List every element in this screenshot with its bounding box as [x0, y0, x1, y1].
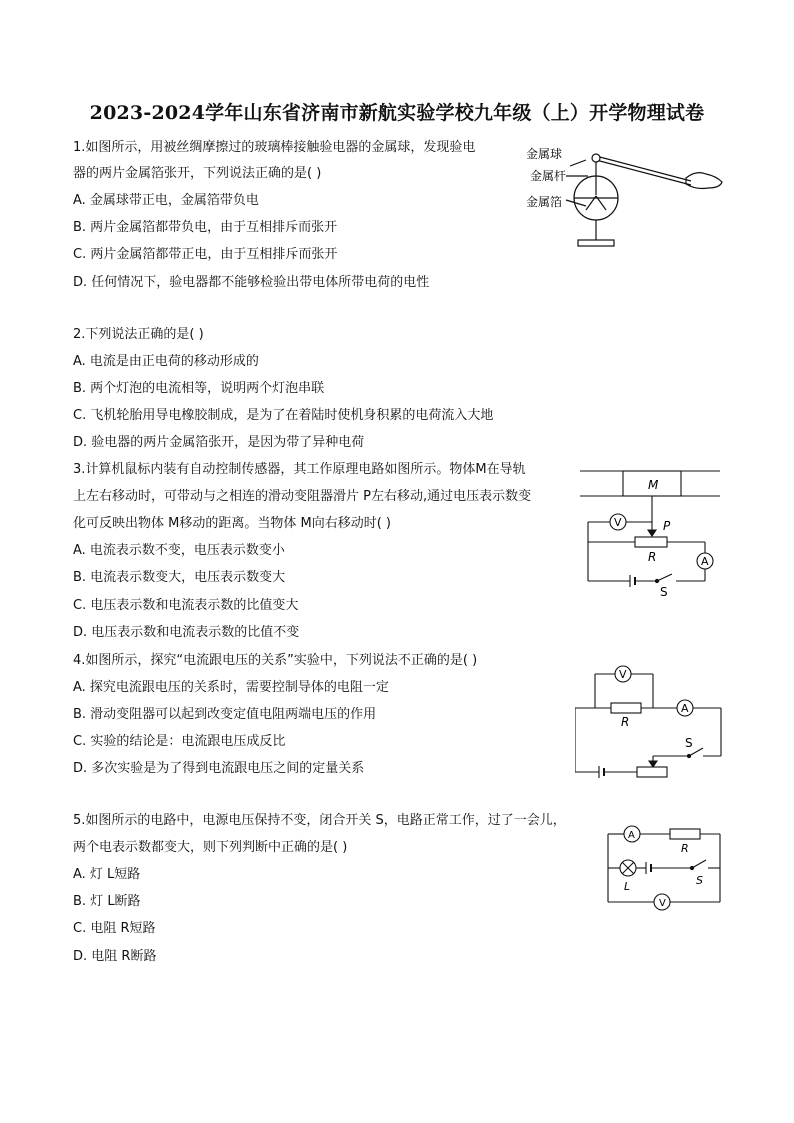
q3-option-c: C. 电压表示数和电流表示数的比值变大: [73, 598, 299, 613]
q3-option-a: A. 电流表示数不变，电压表示数变小: [73, 543, 285, 558]
q1-option-d: D. 任何情况下，验电器都不能够检验出带电体所带电荷的电性: [73, 275, 430, 290]
label-r: R: [621, 715, 630, 729]
label-a: A: [628, 830, 635, 841]
q2-option-b: B. 两个灯泡的电流相等，说明两个灯泡串联: [73, 381, 325, 396]
q3-stem-line1: 3.计算机鼠标内装有自动控制传感器，其工作原理电路如图所示。物体M在导轨: [73, 462, 526, 477]
metal-ball: [592, 154, 600, 162]
q3-option-b: B. 电流表示数变大，电压表示数变大: [73, 570, 286, 585]
switch-s: [692, 860, 706, 868]
label-v: V: [614, 516, 622, 529]
q5-option-d: D. 电阻 R断路: [73, 949, 157, 964]
label-r: R: [681, 842, 689, 855]
page-title: 2023-2024学年山东省济南市新航实验学校九年级（上）开学物理试卷: [89, 102, 705, 124]
q3-option-d: D. 电压表示数和电流表示数的比值不变: [73, 625, 300, 640]
q4-option-b: B. 滑动变阻器可以起到改变定值电阻两端电压的作用: [73, 707, 377, 722]
q2-stem: 2.下列说法正确的是( ): [73, 327, 204, 342]
label-l: L: [624, 880, 631, 893]
resistor-r: [670, 829, 700, 839]
label-m: M: [648, 478, 659, 492]
resistor-r: [611, 703, 641, 713]
mouse-sensor-circuit: [580, 466, 720, 601]
q5-stem-line1: 5.如图所示的电路中，电源电压保持不变，闭合开关 S，电路正常工作，过了一会儿，: [73, 813, 566, 828]
lamp-fault-circuit: [604, 822, 724, 917]
label-metal-rod: 金属杆: [530, 169, 567, 183]
q4-option-a: A. 探究电流跟电压的关系时，需要控制导体的电阻一定: [73, 680, 389, 695]
label-s: S: [696, 874, 703, 887]
q2-option-c: C. 飞机轮胎用导电橡胶制成，是为了在着陆时使机身积累的电荷流入大地: [73, 408, 494, 423]
q2-option-a: A. 电流是由正电荷的移动形成的: [73, 354, 259, 369]
label-p: P: [663, 519, 671, 533]
q1-option-a: A. 金属球带正电，金属箔带负电: [73, 193, 259, 208]
stand-base: [578, 240, 614, 246]
switch-s: [657, 574, 672, 581]
label-s: S: [685, 736, 693, 750]
q3-stem-line3: 化可反映出物体 M移动的距离。当物体 M向右移动时( ): [73, 516, 391, 531]
label-v: V: [659, 898, 666, 909]
q4-option-c: C. 实验的结论是：电流跟电压成反比: [73, 734, 286, 749]
q1-stem-line1: 1.如图所示，用被丝绸摩擦过的玻璃棒接触验电器的金属球，发现验电: [73, 140, 476, 155]
current-voltage-circuit: [575, 660, 725, 780]
q5-stem-line2: 两个电表示数都变大，则下列判断中正确的是( ): [73, 840, 348, 855]
hand-shape: [686, 173, 722, 189]
q5-option-c: C. 电阻 R短路: [73, 921, 156, 936]
label-a: A: [681, 702, 689, 715]
q1-option-b: B. 两片金属箔都带负电，由于互相排斥而张开: [73, 220, 338, 235]
label-s: S: [660, 585, 668, 599]
rheostat-r: [635, 537, 667, 547]
label-metal-foil: 金属箔: [526, 195, 563, 209]
q3-stem-line2: 上左右移动时，可带动与之相连的滑动变阻器滑片 P左右移动,通过电压表示数变: [73, 489, 532, 504]
q4-option-d: D. 多次实验是为了得到电流跟电压之间的定量关系: [73, 761, 365, 776]
label-a: A: [701, 555, 709, 568]
q4-stem: 4.如图所示，探究“电流跟电压的关系”实验中，下列说法不正确的是( ): [73, 653, 478, 668]
q2-option-d: D. 验电器的两片金属箔张开，是因为带了异种电荷: [73, 435, 365, 450]
label-r: R: [648, 550, 657, 564]
label-metal-ball: 金属球: [526, 147, 563, 161]
q1-stem-line2: 器的两片金属箔张开，下列说法正确的是( ): [73, 166, 322, 181]
label-v: V: [619, 668, 627, 681]
q5-option-a: A. 灯 L短路: [73, 867, 141, 882]
q5-option-b: B. 灯 L断路: [73, 894, 141, 909]
rheostat: [637, 767, 667, 777]
electroscope-figure: [526, 140, 726, 255]
q1-option-c: C. 两片金属箔都带正电，由于互相排斥而张开: [73, 247, 338, 262]
